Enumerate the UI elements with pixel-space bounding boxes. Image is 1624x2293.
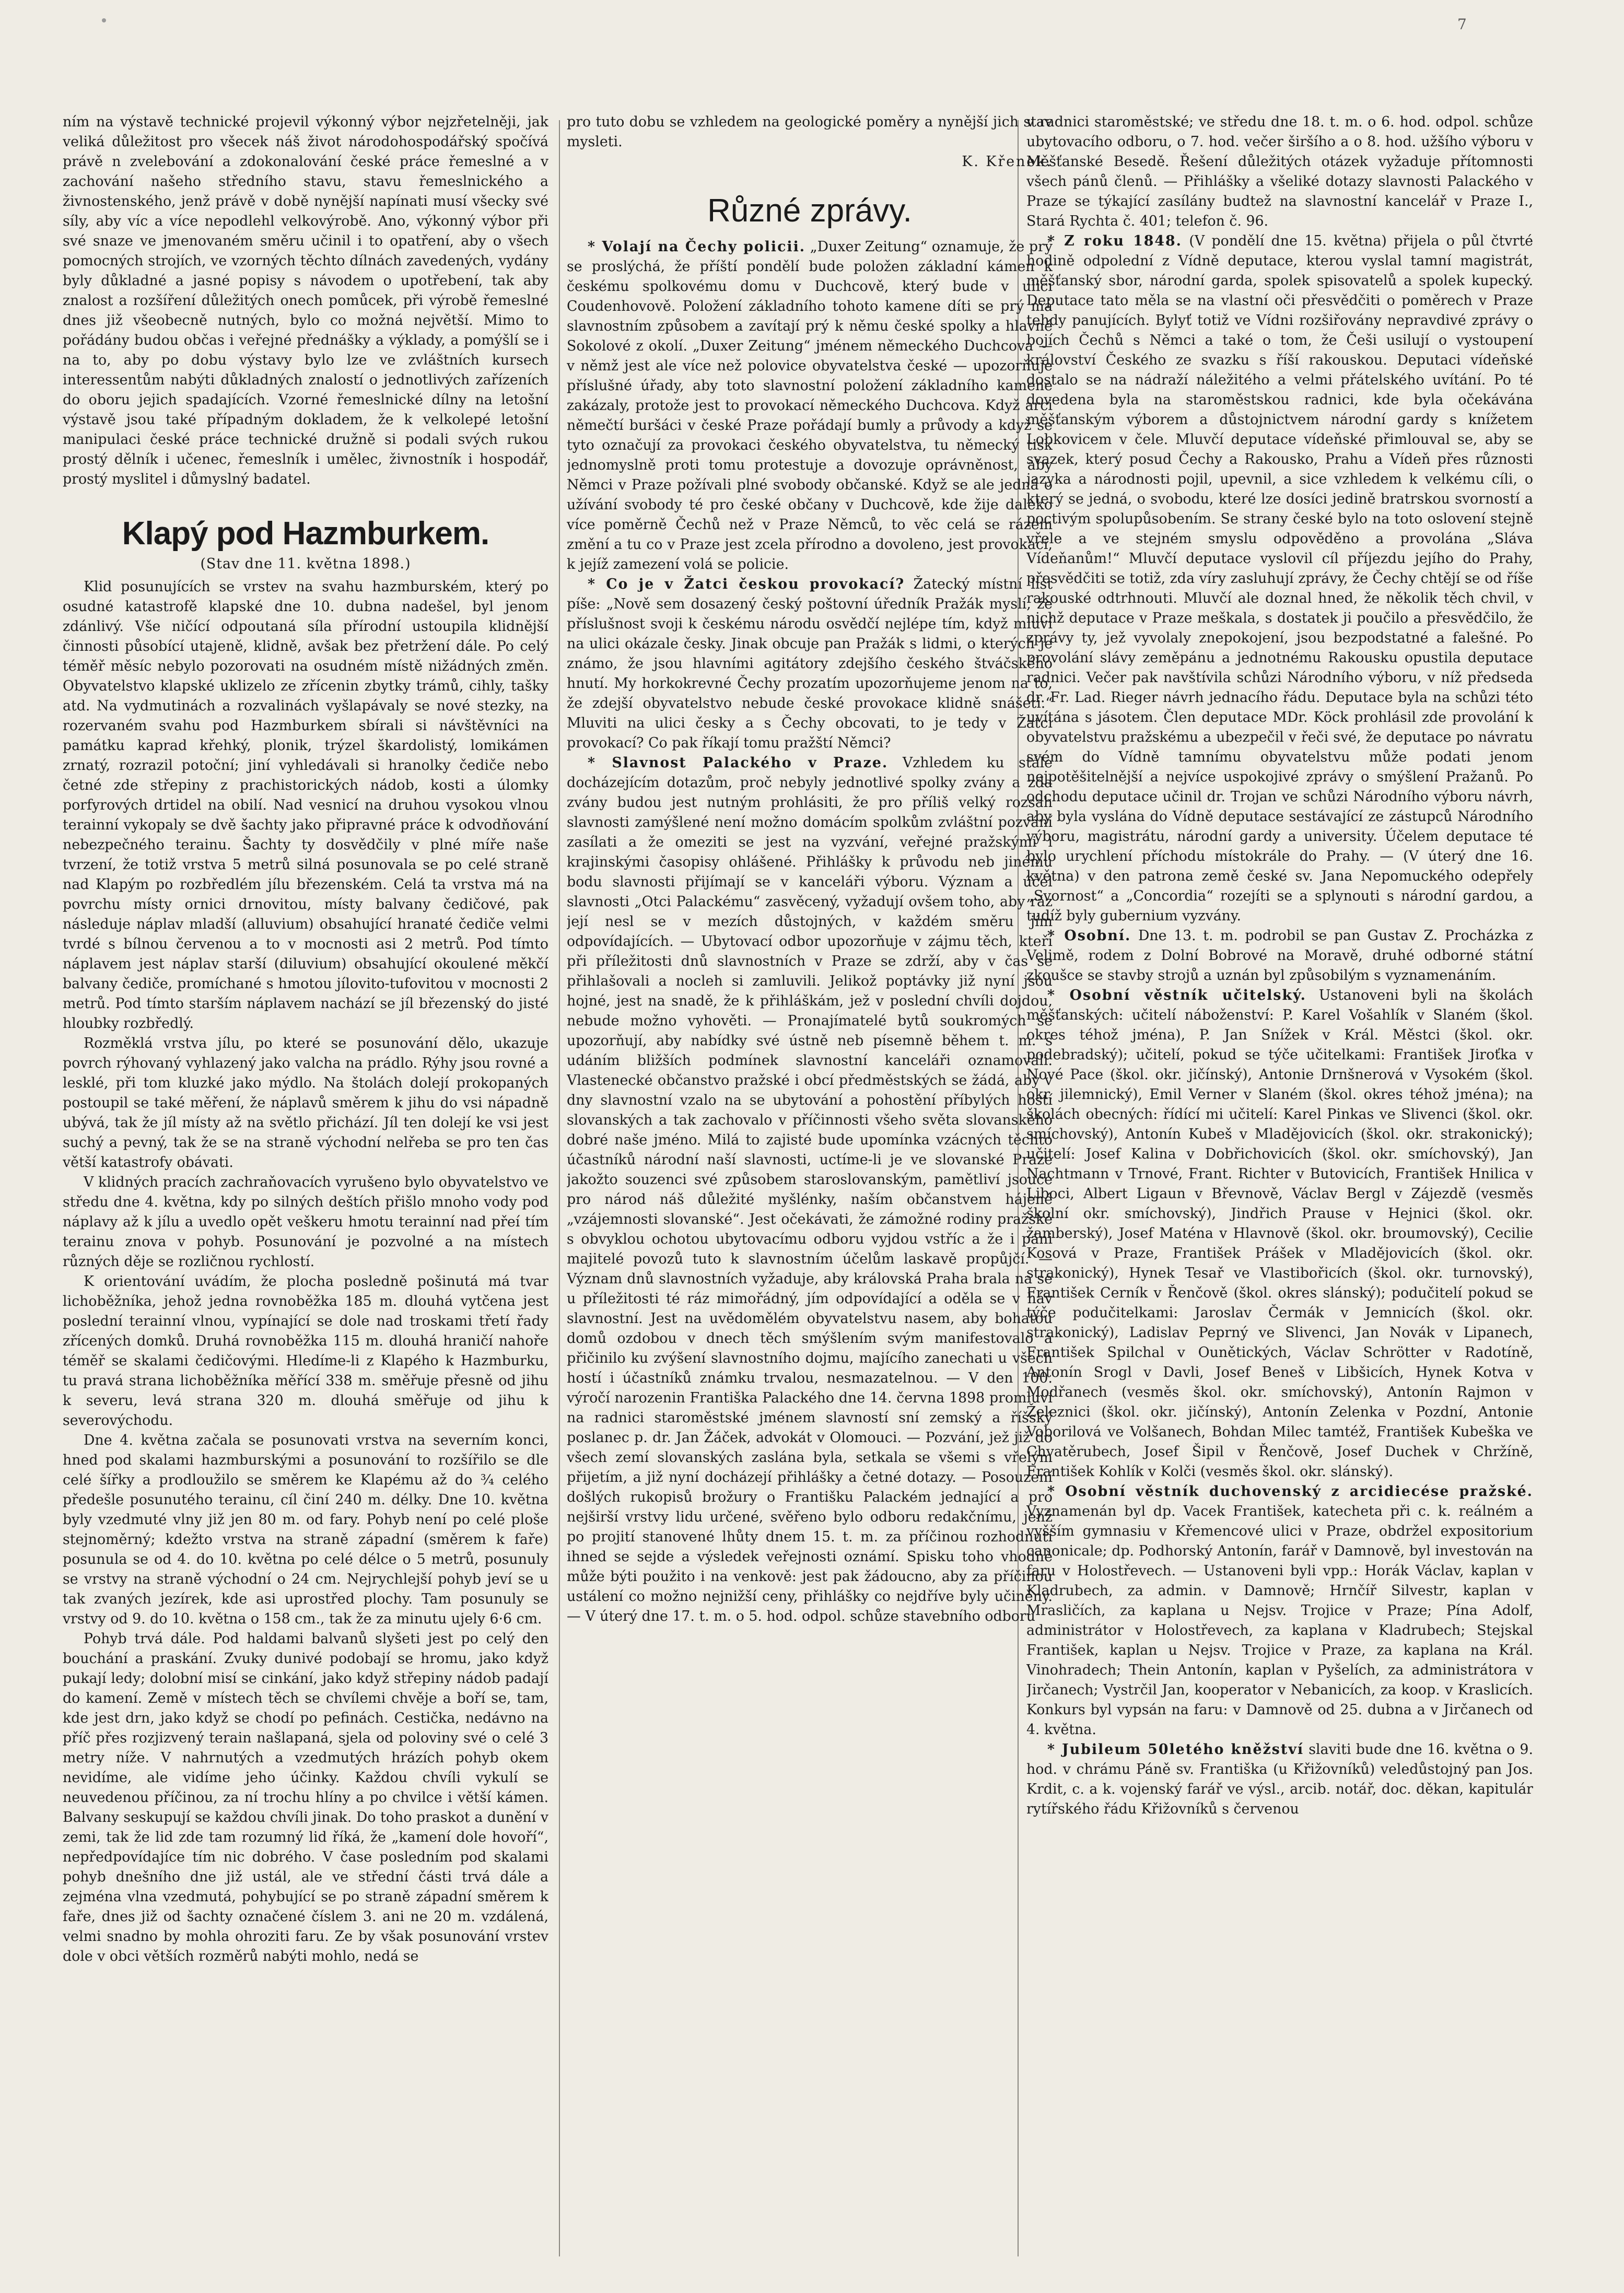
news-item-body: Ustanoveni byli na školách měšťanských: učitelí náboženství: P. Karel Vošahlík v Slaném (škol. okres téhož jména), P. Jan Snížek v Král. Městci (škol. okr. podebradský); učitelí, pokud se týče učitelkami: František Jiroťka v Nové Pace (škol. okr. jičínský), Antonie Drnšnerová v Vysokém (škol. okr. jilemnický), Emil Verner v Slaném (škol. okres téhož jména); na školách obecných: řídící mi učitelí: Karel Pinkas ve Slivenci (škol. okr. smíchovský), Antonín Kubeš v Mladějovicích (škol. okr. strakonický); učitelí: Josef Kalina v Dobřichovicích (škol. okr. smíchovský), Jan Nachtmann v Trnové, Frant. Richter v Butovicích, František Hnilica v Liboci, Albert Ligaun v Břevnově, Václav Bergl v Zájezdě (vesměs školní okr. smíchovský), Jindřich Prause v Hejnici (škol. okr. žamberský), Josef Maténa v Hlavnově (škol. okr. broumovský), Cecilie Kosová v Praze, František Prášek v Mladějovicích (škol. okr. strakonický), Hynek Tesař ve Vlastibořicích (škol. okr. turnovský), František Cerník v Řenčově (škol. okres slánský); podučitelí pokud se týče podučitelkami: Jaroslav Čermák v Jemnicích (škol. okr. strakonický), Ladislav Peprný ve Slivenci, Jan Novák v Lipanech, František Spilchal v Ounětických, Václav Schrötter v Radotíně, Antonín Srogl v Davli, Josef Beneš v Libšicích, Hynek Kotva v Modřanech (vesměs škol. okr. smíchovský), Antonín Rajmon v Železnici (škol. okr. jičínský), Antonín Zelenka v Pozdní, Antonie Voborilová ve Volšanech, Bohdan Milec tamtéž, František Kubeška ve Chvatěrubech, Josef Šipil v Řenčově, Josef Duchek v Chržíně, František Kohlík v Kolči (vesměs škol. okr. slánský). bbox=[1026, 987, 1533, 1480]
news-item-body: Dne 13. t. m. podrobil se pan Gustav Z. Procházka z Velimě, rodem z Dolní Bobrové na Moravě, druhé odborné státní zkoušce se stavby strojů a uznán byl způsobilým s vyznamenáním. bbox=[1026, 928, 1533, 984]
news-item-body: (V pondělí dne 15. května) přijela o půl čtvrté hodině odpolední z Vídně deputace, kterou vyslal tamní magistrát, měšťanský sbor, národní garda, spolek spisovatelů a spolek kupecký. Deputace tato měla se na vlastní oči přesvědčiti o poměrech v Praze tehdy panujících. Bylyť totiž ve Vídni rozšiřovány nepravdivé zprávy o bojích Čechů s Němci a také o tom, že Češi usilují o vystoupení království Českého ze svazku s říší rakouskou. Deputaci vídeňské dostalo se na nádraží náležitého a velmi přátelského uvítání. Po té dovedena byla na staroměstskou radnici, kde byla očekávána měšťanským výborem a důstojnictvem národní gardy s knížetem Lobkovicem v čele. Mluvčí deputace vídeňské přimlouval se, aby se svazek, který posud Čechy a Rakousko, Prahu a Vídeň přes různosti jazyka a národnosti pojil, upevnil, a sice vzhledem k velkému cíli, o který se jedná, o svobodu, které lze dosíci jedině bratrskou svorností a poctivým spolupůsobením. Se strany české bylo na toto oslovení stejně vřele a ve stejném smyslu odpověděno a provolána „Sláva Vídeňanům!“ Mluvčí deputace vyslovil cíl příjezdu jejího do Prahy, přesvědčiti se totiž, zda víry zasluhují zprávy, že Čechy chtějí se od říše rakouské odtrhnouti. Mluvčí ale doznal hned, že několik těch chvil, v nichž deputace v Praze meškala, s dostatek ji poučilo a přesvědčilo, že zprávy ty, jež vyvolaly znepokojení, jsou bezpodstatné a falešné. Po provolání slávy zeměpánu a jednotnému Rakousku opustila deputace radnici. Večer pak navštívila schůzi Národního výboru, v níž předseda dr. Fr. Lad. Rieger návrh jednacího řádu. Deputace byla na schůzi této uvítána s jásotem. Člen deputace MDr. Köck prohlásil zde provolání k obyvatelstvu pražskému a ubezpečil v řeči své, že deputace po návratu svém do Vídně tamnímu obyvatelstvu může podati jenom nejpotěšitelnější a nejvíce uspokojivé zprávy o smýšlení Pražanů. Po odchodu deputace učinil dr. Trojan ve schůzi Národního výboru návrh, aby byla vyslána do Vídně deputace sestávající ze zástupců Národního výboru, magistrátu, národní gardy a university. Účelem deputace té bylo urychlení příchodu místokrále do Prahy. — (V úterý dne 16. května) v den patrona země české sv. Jana Nepomuckého odepřely „Svornost“ a „Concordia“ rozejíti se a splynouti s národní gardou, a tudíž byly gubernium vyzvány. bbox=[1026, 233, 1533, 924]
news-item-body: „Duxer Zeitung“ oznamuje, že prý se proslýchá, že příští pondělí bude položen základní kámen k českému spolkovému domu v Duchcově, který bude v ulici Coudenhovově. Položení základního tohoto kamene díti se prý má slavnostním způsobem a zavítají prý k němu české spolky a hlavně Sokolové z okolí. „Duxer Zeitung“ jménem německého Duchcova — v němž jest ale více než polovice obyvatelstva české — upozorňuje příslušné úřady, aby toto slavnostní položení základního kamene zakázaly, protože jest to provokací německého Duchcova. Když arci němečtí buršáci v české Praze pořádají bumly a průvody a když se tyto označují za provokaci českého obyvatelstva, tu německý tisk jednomyslně proti tomu protestuje a dovozuje oprávněnost, aby Němci v Praze požívali plné svobody občanské. Když se ale jedná o užívání svobody té pro české občany v Duchcově, kde žije daleko více poměrně Čechů než v Praze Němců, to věc celá se rázem změní a tu co v Praze jest zcela přírodno a dovoleno, jest provokací, k jejíž zamezení volá se policie. bbox=[567, 239, 1053, 572]
news-item-title: * Osobní věstník duchovenský z arcidiecése pražské. bbox=[1047, 1483, 1533, 1500]
article-paragraph: Pohyb trvá dále. Pod haldami balvanů slyšeti jest po celý den bouchání a praskání. Zvuky dunivé podobají se hromu, jako když pukají ledy; dolobní misí se cinkání, jako když střepiny nádob padají do kamení. Země v místech těch se chvílemi chvěje a boří se, tam, kde jest drn, jako když se chodí po pefinách. Cestička, nedávno na příč přes rozjizvený terain našlapaná, sjela od poloviny své o celé 3 metry níže. V nahrnutých a vzedmutých hrázích pohyb okem nevidíme, ale vidíme jeho účinky. Každou chvíli vykulí se neuvedenou příčinou, za ní trochu hlíny a po chvilce i větší kámen. Balvany seskupují se každou chvíli jinak. Do toho praskot a dunění v zemi, tak že lid zde tam rozumný lid říká, že „kamení dole hovoří“, nepředpovídajíce tím nic dobrého. V čase posledním pod skalami pohyb dnešního dne již ustál, ale ve střední části trvá dále a zejména vlna vzedmutá, pohybující se po straně západní směrem k faře, dnes již od šachty označené číslem 3. ani ne 20 m. vzdálená, velmi snadno by mohla ohroziti faru. Ze by však posunování vrstev dole v obci větších rozměrů nabýti mohlo, nedá se bbox=[63, 1631, 548, 1964]
news-item-title: * Osobní. bbox=[1047, 928, 1131, 944]
news-item-body: slaviti bude dne 16. května o 9. hod. v chrámu Páně sv. Františka (u Křižovníků) veledůstojný pan Jos. Krdit, c. a k. vojenský farář ve výsl., arcib. notář, doc. děkan, kapitulár rytířského řádu Křižovníků s červenou bbox=[1026, 1741, 1533, 1817]
column-divider bbox=[559, 120, 560, 2256]
news-item-title: * Osobní věstník učitelský. bbox=[1047, 987, 1306, 1003]
news-item-body: Žatecký místní list píše: „Nově sem dosazený český poštovní úředník Pražák myslí, že příslušnost svoji k českému národu osvědčí nejlépe tím, když mluví na ulici okázale česky. Jinak obcuje pan Pražák s lidmi, o kterých je známo, že jsou hlavními agitátory zdejšího českého štváčského hnutí. My horkokrevné Čechy prozatím upozorňujeme jenom na to, že zdejší obyvatelstvo nebude české provokace klidně snášeti.“ Mluviti na ulici česky a s Čechy obcovati, to je tedy v Žatci provokací? Co pak říkají tomu pražští Němci? bbox=[567, 576, 1053, 751]
column-left bbox=[63, 112, 548, 2280]
news-item-title: * Co je v Žatci českou provokací? bbox=[588, 576, 905, 592]
article-paragraph: K orientování uvádím, že plocha posledně pošinutá má tvar lichoběžníka, jehož jedna rovnoběžka 185 m. dlouhá vytčena jest poslední terainní vlnou, vypínající se dole nad troskami třetí řady zřícených domků. Druhá rovnoběžka 115 m. dlouhá hraničí nahoře téměř se skalami čedičovými. Hledíme-li z Klapého k Hazmburku, tu pravá strana lichoběžníka měřící 338 m. směřuje přesně od jihu k severu, levá strana 320 m. dlouhá směřuje od jihu k severovýchodu. bbox=[63, 1273, 548, 1429]
article-paragraph: ním na výstavě technické projevil výkonný výbor nejzřetelněji, jak veliká důležitost pro všecek náš život národohospodářský spočívá právě n zvelebování a zdokonalování české práce řemeslné a v zachování našeho středního stavu, stavu řemeslnického a živnostenského, jenž právě v době nynější napínati musí všecky své síly, aby víc a více nepodlehl velkovýrobě. Ano, výkonný výbor při své snaze ve jmenovaném směru učinil i to opatření, aby o všech pomocných strojích, ve vzorných těchto dílnách zavedených, vydány byly důkladné a jasné popisy s návodem o upotřebení, tak aby znalost a rozšíření důležitých onech pomůcek, při výrobě řemeslné dnes již všeobecně nutných, bylo co možná největší. Mimo to pořádány budou občas i veřejné přednášky a výklady, a pomýšlí se i na to, aby po dobu výstavy bylo lze ve zvláštních kursech interessentům nabýti důkladných znalostí o jednotlivých zařízeních do oboru jejich spadajících. Vzorné řemeslnické dílny na letošní výstavě jsou také případným dokladem, že k velkolepé letošní manipulaci české práce technické družně si podali svých rukou prostý dělník i učenec, řemeslník i umělec, živnostník i hospodář, prostý myslitel i důmyslný badatel. bbox=[63, 114, 548, 487]
page-number: 7 bbox=[1457, 16, 1467, 33]
news-item-body: Vzhledem ku stále docházejícím dotazům, proč nebyly jednotlivé spolky zvány a zda zvány budou jest nutným prohlásiti, že pro příliš velký rozsah slavnosti zamýšlené není možno domácím spolkům zvláštní pozvání zasílati a že omeziti se jest na vyzvání, veřejné pražskými i krajinskými časopisy ohlášené. Přihlášky k průvodu neb jinému bodu slavnosti přijímají se v kanceláři výboru. Význam a účel slavnosti „Otci Palackému“ zasvěcený, vyžadují ovšem toho, aby ráz její nesl se v mezích důstojných, v každém směru jím odpovídajících. — Ubytovací odbor upozorňuje v zájmu těch, kteří při příležitosti dnů slavnostních v Praze se zdrží, aby v čas se přihlašovali a nocleh si zamluvili. Jelikož poptávky již nyní jsou hojné, jest na snadě, že k přihláškám, jež v poslední chvíli dojdou, nebude možno vyhověti. — Pronajímatelé bytů soukromých se upozorňují, aby nabídky své ústně neb písemně během t. m. s udáním bližších podmínek slavnostní kanceláři oznamovali. Vlastenecké občanstvo pražské i obcí předměstských se žádá, aby v dny slavnostní vzalo na se ubytování a pohostění příbylých hostí slovanských a tak zachovalo v příčinnosti všeho světa slovanského dobré naše jméno. Milá to zajisté bude upomínka vzácných těchto účastníků národní naší slavnosti, uctíme-li je ve slovanské Praze jakožto souzenci své způsobem staroslovanským, pamětliví jsouce pro národ náš důležité myšlénky, naším občanstvem hájené „vzájemnosti slovanské“. Jest očekávati, že zámožné rodiny pražské s obvyklou ochotou ubytovacímu odboru vyjdou vstříc a že i páni majitelé povozů tuto k slavnostním účelům laskavě propůjčí. — Význam dnů slavnostních vyžaduje, aby královská Praha brala na se u příležitosti té ráz mimořádný, jím odpovídající a oděla se v háv slavnostní. Jest na uvědomělém obyvatelstvu nasem, aby bohatou domů ozdobou v dnech těch smýšlením svým manifestovalo a přičinilo ku zvýšení slavnostního dojmu, majícího zanechati u všech hostí i účastníků známku trvalou, nesmazatelnou. — V den 100. výročí narozenin Františka Palackého dne 14. června 1898 promluví na radnici staroměstské jménem slavností sní zemský a říšský poslanec p. dr. Jan Žáček, advokát v Olomouci. — Pozvání, jež již do všech zemí slovanských zaslána byla, setkala se všemi s vřelým přijetím, a již nyní docházejí přihlášky a četné dotazy. — Posouzení došlých rukopisů brožury o Františku Palackém jednající a pro nejširší vrstvy lidu určené, svěřeno bylo odboru redakčnímu, jenž po projití stanovené lhůty dnem 15. t. m. za příčinou rozhodnutí ihned se sejde a výsledek veřejnosti oznámí. Spisku toho vhodně může býti použito i na venkově: jest pak žádoucno, aby za příčinou ustálení co možno nejnižší ceny, přihlášky co nejdříve byly učiněny. — V úterý dne 17. t. m. o 5. hod. odpol. schůze stavebního odboru bbox=[567, 755, 1053, 1624]
news-item bbox=[1026, 1482, 1533, 1740]
article-dateline: (Stav dne 11. května 1898.) bbox=[200, 556, 411, 572]
news-item-body: v radnici staroměstské; ve středu dne 18. t. m. o 6. hod. odpol. schůze ubytovacího odboru, o 7. hod. večer širšího a o 8. hod. užšího výboru v Měšťanské Besedě. Řešení důležitých otázek vyžaduje přítomnosti všech pánů členů. — Přihlášky a všeliké dotazy slavnosti Palackého v Praze se týkající zasílány budtež na slavnostní kancelář v Praze I., Stará Rychta č. 401; telefon č. 96. bbox=[1026, 114, 1533, 229]
article-paragraph: V klidných pracích zachraňovacích vyrušeno bylo obyvatelstvo ve středu dne 4. května, kdy po silných deštích přišlo mnoho vody pod náplavy až k jílu a uvedlo opět veškeru hmotu terainní nad přeí tím terainu znova v pohyb. Posunování je pozvolné a na místech různých děje se rozličnou rychlostí. bbox=[63, 1174, 548, 1270]
news-item bbox=[567, 753, 1053, 1627]
news-item bbox=[1026, 986, 1533, 1482]
article-paragraph: pro tuto dobu se vzhledem na geologické poměry a nynější jich stav mysleti. bbox=[567, 114, 1053, 150]
column-right bbox=[1026, 112, 1533, 2280]
news-item bbox=[1026, 926, 1533, 986]
news-item-body: Vyznamenán byl dp. Vacek František, katecheta při c. k. reálném a vyšším gymnasiu v Křemencové ulici v Praze, obdržel expositorium canonicale; dp. Podhorský Antonín, farář v Damnově, byl investován na faru v Holostřevech. — Ustanoveni byli vpp.: Horák Václav, kaplan v Kladrubech, za admin. v Damnově; Hrnčíř Silvestr, kaplan v Mrasličích, za kaplana u Nejsv. Trojice v Praze; Pína Adolf, administrátor v Holostřevech, za kaplana v Kladrubech; Stejskal František, kaplan u Nejsv. Trojice v Praze, za kaplana na Král. Vinohradech; Thein Antonín, kaplan v Pyšelích, za administrátora v Jirčanech; Vystrčil Jan, kooperator v Nebanicích, za koop. v Kraslicích. Konkurs byl vypsán na faru: v Damnově od 25. dubna a v Jirčanech od 4. května. bbox=[1026, 1503, 1533, 1738]
news-item-title: * Volají na Čechy policii. bbox=[588, 239, 806, 255]
news-item bbox=[1026, 231, 1533, 926]
article-paragraph: Klid posunujících se vrstev na svahu hazmburském, který po osudné katastrofě klapské dne 10. dubna nadešel, byl jenom zdánlivý. Vše ničící odpoutaná síla přírodní ustoupila klidnější činnosti působící utajeně, klidně, avšak bez přetržení dále. Po celý téměř měsíc nebylo pozorovati na osudném místě nižádných změn. Obyvatelstvo klapské uklizelo ze zřícenin zbytky trámů, cihly, tašky atd. Na vydmutinách a rozvalinách vyšlapávaly se nové stezky, na rozervaném svahu pod Hazmburkem sbírali si návštěvníci na památku kaprad křehký, plonik, trýzel škardolistý, lomikámen zrnatý, rozrazil potoční; jiní vyhledávali si hranolky čediče nebo četné zde střepiny z prachistorických nádob, kosti a úlomky porfyrových drtidel na obilí. Nad vesnicí na druhou vysokou vlnou terainní vykopaly se dvě šachty jako připravné práce k odvodňování nebezpečného terainu. Šachty ty dosvědčily v plné míře naše tvrzení, že totiž vrstva 5 metrů silná posunovala se po celé straně nad Klapým po rozbředlém jílu březenském. Celá ta vrstva má na povrchu místy ornici drnovitou, místy balvany čedičové, pak následuje náplav mladší (alluvium) obsahující hranaté čediče velmi tvrdé s bílnou červenou a to v mocnosti asi 2 metrů. Pod tímto náplavem jest náplav starší (diluvium) obsahující okoulené měkčí balvany čediče, promíchané s hmotou jílovito-tufovitou v mocnosti 2 metrů. Pod tímto starším náplavem nachází se jíl březenský do jisté hloubky rozbředlý. bbox=[63, 579, 548, 1032]
column-middle bbox=[567, 112, 1053, 2280]
section-headline: Různé zprávy. bbox=[707, 193, 912, 229]
news-item-title: * Z roku 1848. bbox=[1047, 233, 1183, 249]
article-headline: Klapý pod Hazmburkem. bbox=[122, 516, 489, 552]
scan-mark bbox=[102, 18, 106, 22]
article-paragraph: Dne 4. května začala se posunovati vrstva na severním konci, hned pod skalami hazmburskými a posunování to rozšířilo se dle celé šířky a prodloužilo se směrem ke Klapému až do ¾ celého předešle posunutého terainu, cíl činí 240 m. délky. Dne 10. května byly vzedmuté vlny již jen 80 m. od fary. Pohyb není po celé ploše stejnoměrný; kdežto vrstva na straně západní (směrem k faře) posunula se od 4. do 10. května po celé délce o 5 metrů, posunuly se vrstvy na straně východní o 24 cm. Nejrychlejší pohyb jeví se u tak zvaných jezírek, kde asi uprostřed plochy. Tam posunuly se vrstvy od 9. do 10. května o 158 cm., tak že za minutu ujely 6·6 cm. bbox=[63, 1432, 548, 1627]
article-signature: K. Křenek. bbox=[962, 154, 1053, 170]
news-item-title: * Slavnost Palackého v Praze. bbox=[588, 755, 889, 771]
news-item bbox=[1026, 1740, 1533, 1819]
article-paragraph: Rozměklá vrstva jílu, po které se posunování dělo, ukazuje povrch rýhovaný vyhlazený jako valcha na prádlo. Rýhy jsou rovné a lesklé, při tom kluzké jako mýdlo. Na štolách dolejí prokopaných postoupil se také měření, že náplavů směrem k jihu do vsi nápadně ubývá, tak že jíl místy až na světlo přichází. Jíl ten dolejí ke vsi jest suchý a pevný, tak že se na straně východní nelřeba se pro ten čas větší katastrofy obávati. bbox=[63, 1035, 548, 1171]
news-item bbox=[567, 575, 1053, 753]
news-item bbox=[567, 237, 1053, 575]
news-item-title: * Jubileum 50letého kněžství bbox=[1047, 1741, 1304, 1758]
